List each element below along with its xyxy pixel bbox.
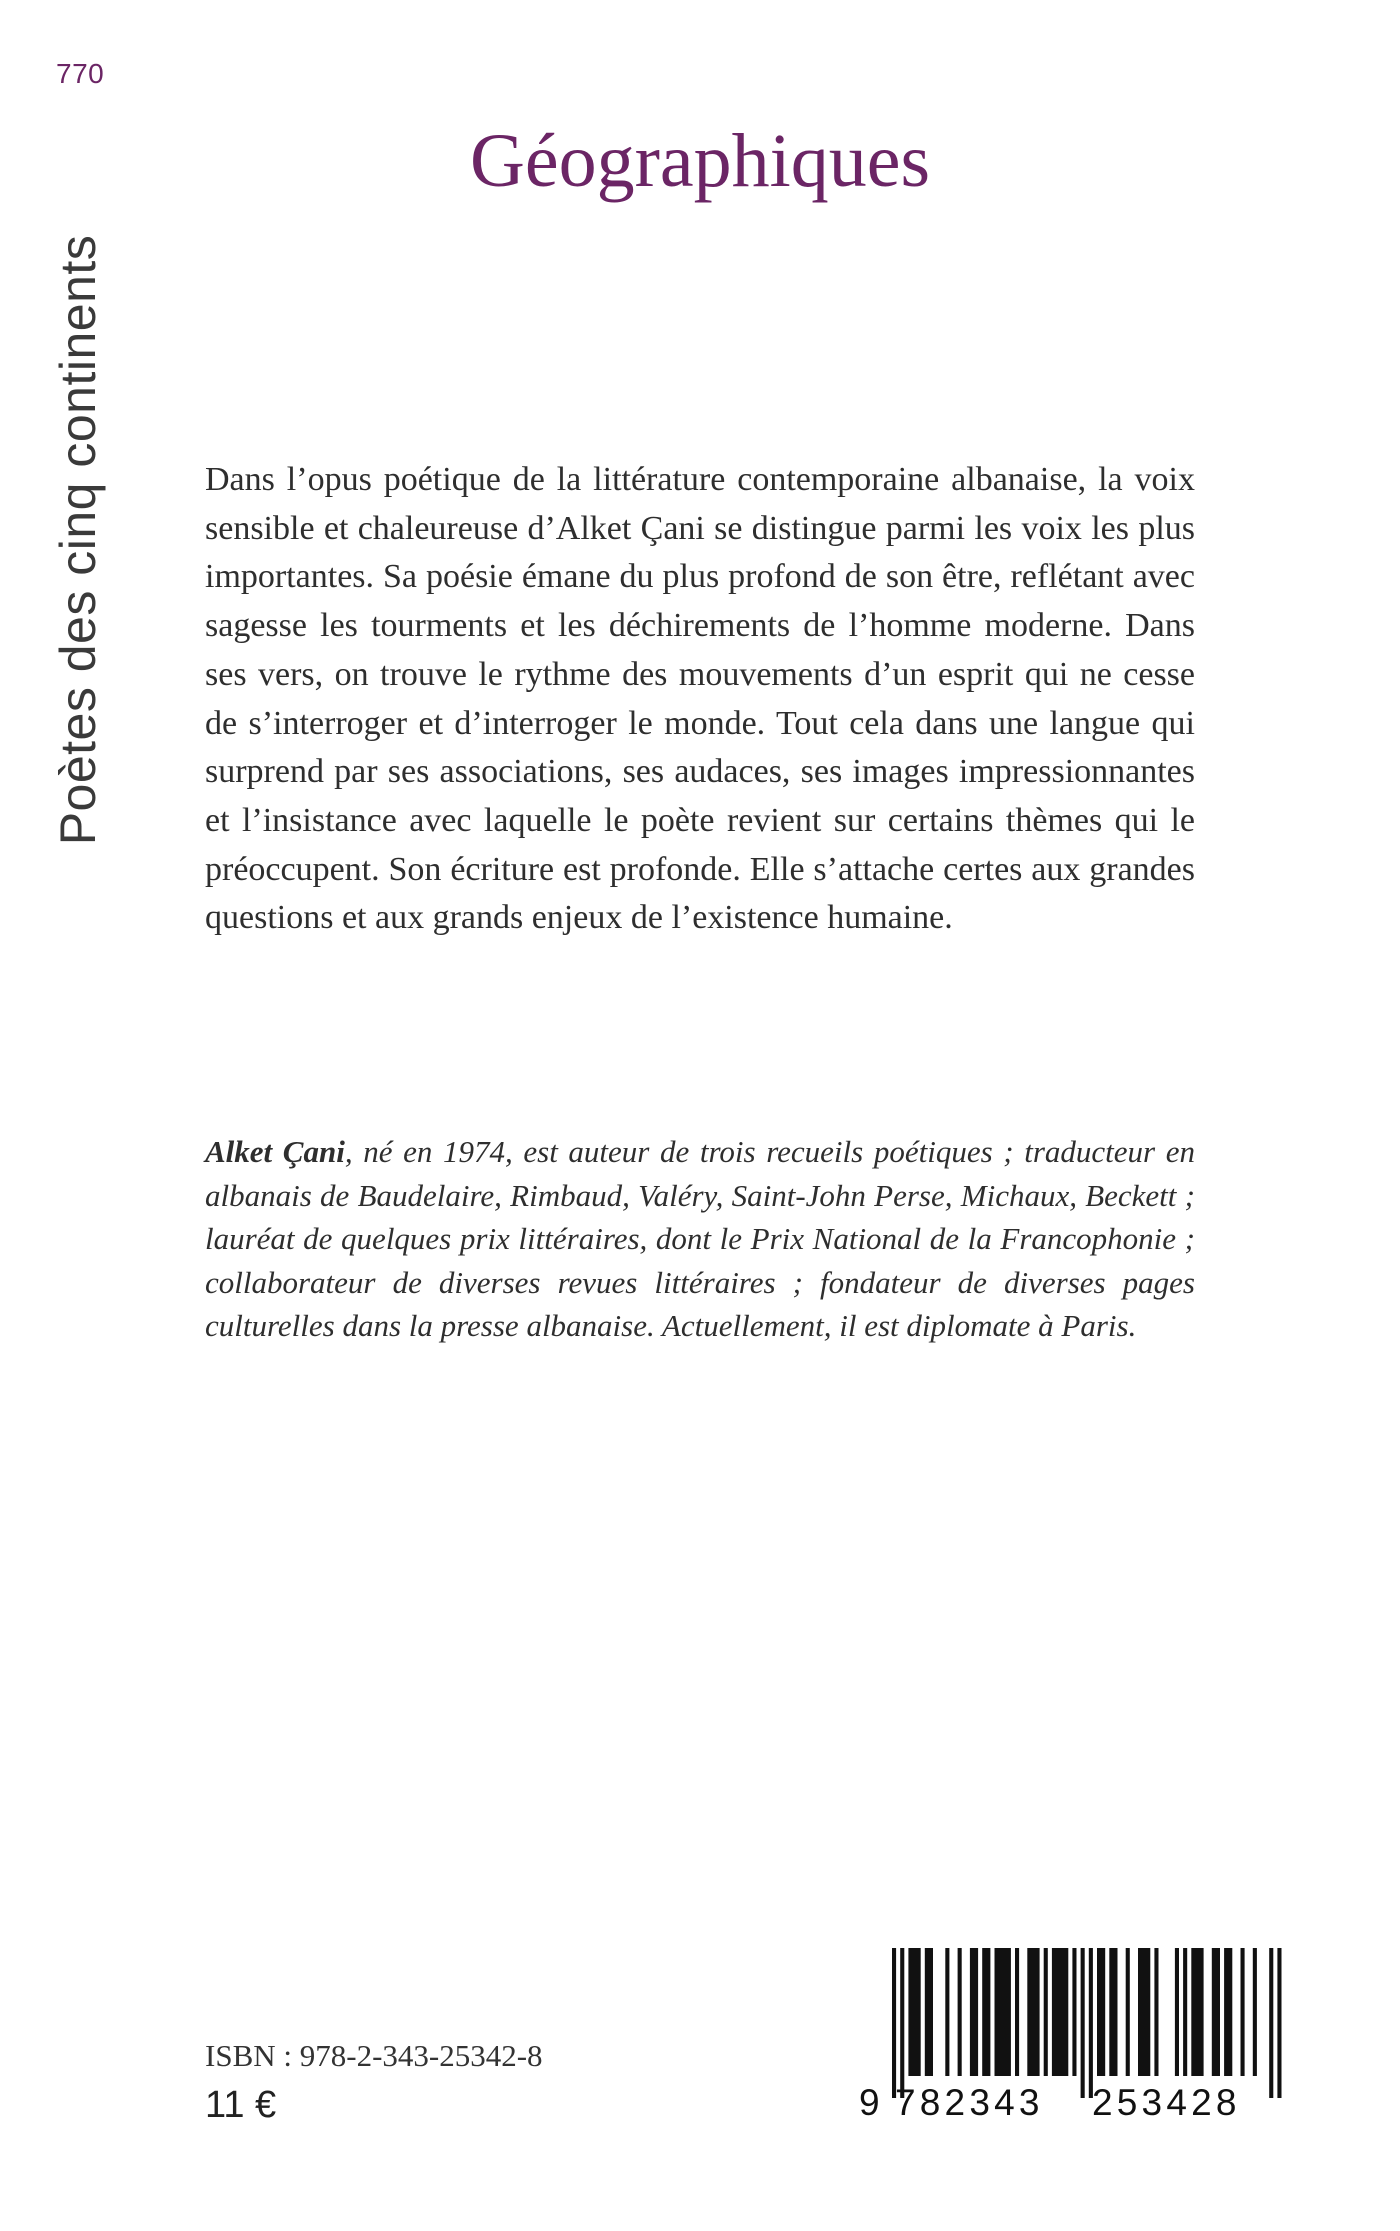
price-label: 11 € [205, 2084, 277, 2126]
author-bio-text: , né en 1974, est auteur de trois recueils poétiques ; traducteur en albanais de Baudelaire, Rimbaud, Valéry, Saint-John Perse, Michaux, Beckett ; lauréat de quelques prix littéraires, dont le Prix National de la Francophonie ; collaborateur de diverses revues littéraires ; fondateur de diverses pages culturelles dans la presse albanaise. Actuellement, il est diplomate à Paris. [205, 1134, 1195, 1344]
barcode-bar [1269, 1948, 1273, 2098]
barcode-bar [1044, 1948, 1048, 2076]
barcode-bar [1089, 1948, 1093, 2098]
description-paragraph: Dans l’opus poétique de la littérature contemporaine albanaise, la voix sensible et chaleureuse d’Alket Çani se distingue parmi les voix les plus importantes. Sa poésie émane du plus profond de son être, reflétant avec sagesse les tourments et les déchirements de l’homme moderne. Dans ses vers, on trouve le rythme des mouvements d’un esprit qui ne cesse de s’interroger et d’interroger le monde. Tout cela dans une langue qui surprend par ses associations, ses audaces, ses images impressionnantes et l’insistance avec laquelle le poète revient sur certains thèmes qui le préoccupent. Son écriture est profonde. Elle s’attache certes aux grandes questions et aux grands enjeux de l’existence humaine. [205, 461, 1195, 937]
barcode-bar [995, 1948, 1011, 2076]
barcode-bar [1175, 1948, 1179, 2076]
barcode-digits-left: 782343 [895, 2082, 1044, 2123]
barcode-bar [1052, 1948, 1068, 2076]
barcode-bar [1072, 1948, 1076, 2076]
barcode-bar [1191, 1948, 1203, 2076]
barcode-bar [1109, 1948, 1117, 2076]
barcode-bar [1277, 1948, 1281, 2098]
barcode-bar [1027, 1948, 1039, 2076]
barcode-bar [1212, 1948, 1220, 2076]
barcode-bar [925, 1948, 933, 2076]
barcode [859, 1948, 1300, 2130]
barcode-bar [945, 1948, 949, 2076]
author-name: Alket Çani [205, 1134, 345, 1169]
barcode-bar [1081, 1948, 1085, 2098]
barcode-digit-first: 9 [859, 2082, 880, 2123]
barcode-bar [892, 1948, 896, 2098]
barcode-bar [1097, 1948, 1105, 2076]
barcode-digits-right: 253428 [1092, 2082, 1241, 2123]
barcode-bar [900, 1948, 904, 2098]
barcode-bar [1224, 1948, 1232, 2076]
isbn-label: ISBN : 978-2-343-25342-8 [205, 2038, 543, 2073]
barcode-bar [982, 1948, 990, 2076]
series-number: 770 [56, 58, 105, 89]
barcode-bar [958, 1948, 962, 2076]
barcode-bar [1154, 1948, 1158, 2076]
barcode-bar [908, 1948, 920, 2076]
barcode-bar [1241, 1948, 1245, 2076]
barcode-bar [1126, 1948, 1130, 2076]
barcode-bar [1253, 1948, 1257, 2076]
barcode-bar [1183, 1948, 1187, 2076]
barcode-bar [1138, 1948, 1150, 2076]
barcode-bar [970, 1948, 978, 2076]
series-name: Poètes des cinq continents [50, 234, 106, 846]
book-title: Géographiques [469, 119, 931, 203]
author-bio [205, 1130, 1195, 1348]
barcode-bar [1015, 1948, 1019, 2076]
